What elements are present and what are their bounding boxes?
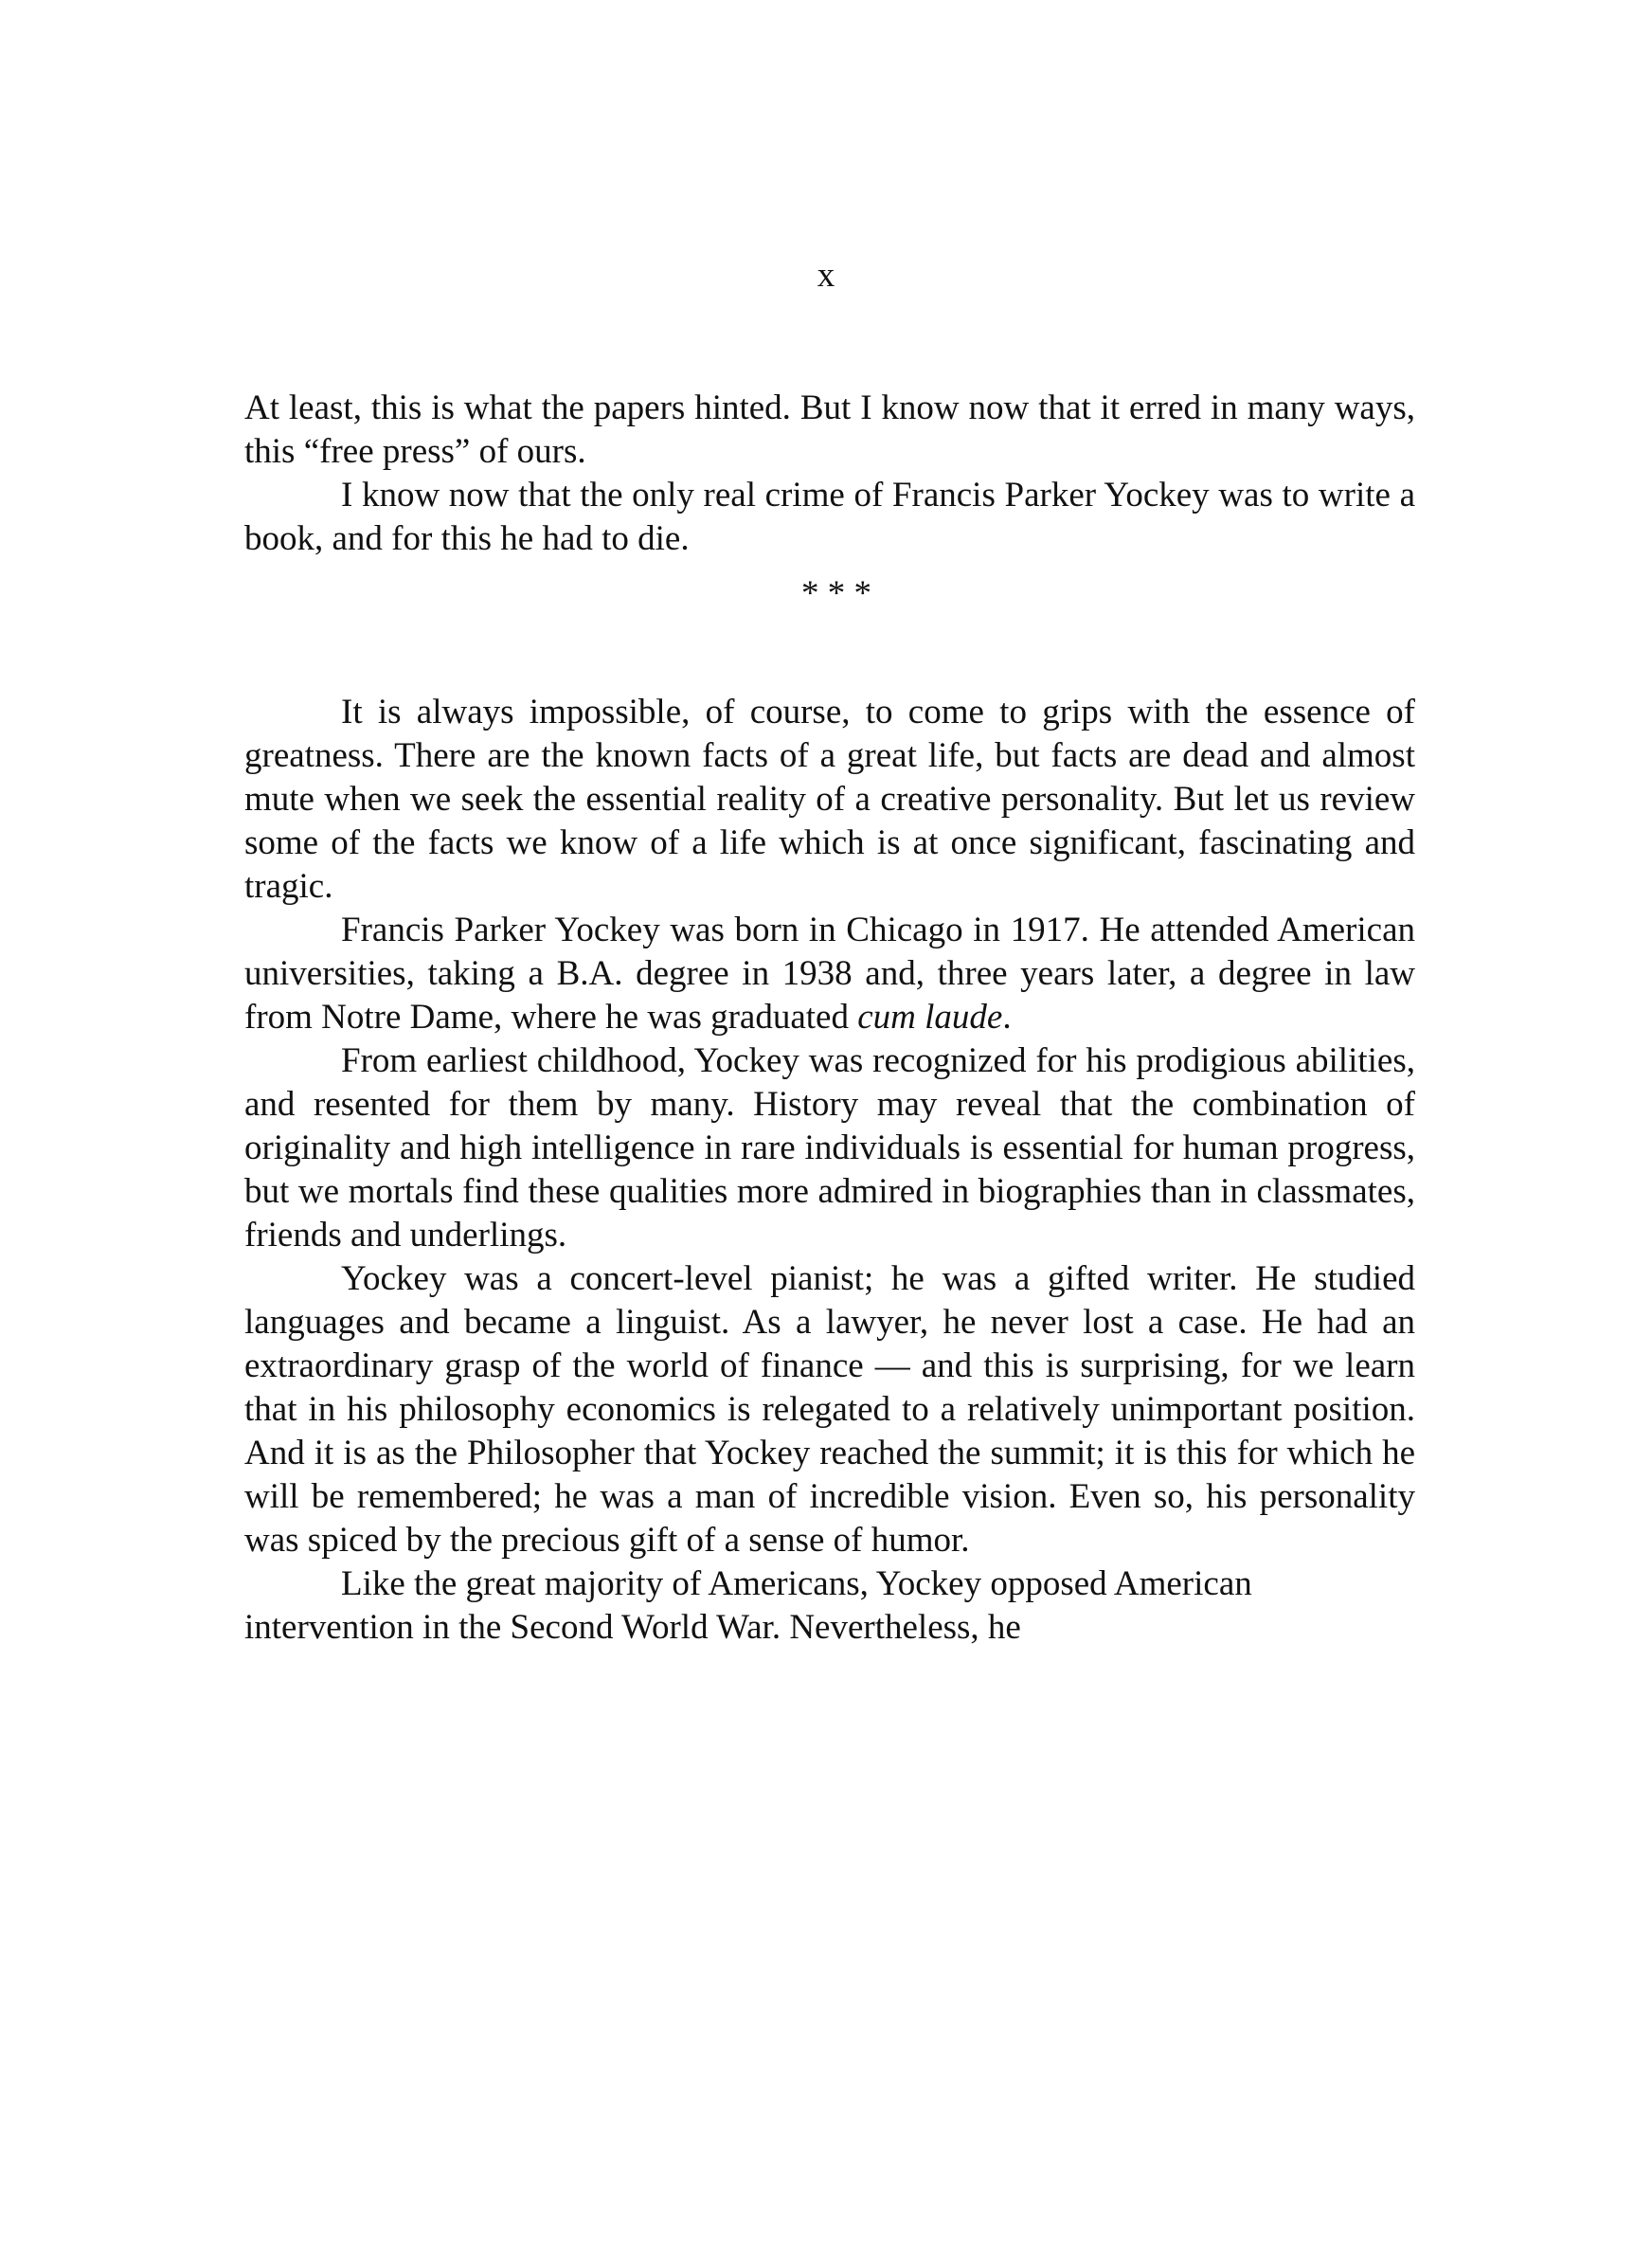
section-separator: * * * (801, 574, 871, 613)
paragraph-earliest-childhood: From earliest childhood, Yockey was recognized for his prodigious abilities, and resented for them by many. History may reveal that the combination of originality and high intelligence in rare individuals is essential for human progress, but we mortals find these qualities more admired in biographies than in classmates, friends and underlings. (244, 1041, 1415, 1255)
birth-text: Francis Parker Yockey was born in Chicago in 1917. He attended American universities, taking a B.A. degree in 1938 and, three years later, a degree in law from Notre Dame, where he was graduated (244, 911, 1415, 1037)
cum-laude-italic: cum laude (857, 998, 1003, 1037)
page-number: x (817, 256, 835, 295)
paragraph-birth-and-education (244, 909, 1415, 1039)
page-body (244, 387, 1415, 1650)
paragraph-essence-of-greatness: It is always impossible, of course, to come to grips with the essence of greatness. There are the known facts of a great life, but facts are dead and almost mute when we seek the essential reality of a creative personality. But let us review some of the facts we know of a life which is at once significant, fascinating and tragic. (244, 693, 1415, 906)
paragraph-only-real-crime: I know now that the only real crime of Francis Parker Yockey was to write a book, and for this he had to die. (244, 476, 1415, 558)
paragraph-concert-pianist: Yockey was a concert-level pianist; he was a gifted writer. He studied languages and became a linguist. As a lawyer, he never lost a case. He had an extraordinary grasp of the world of finance — and this is surprising, for we learn that in his philosophy economics is relegated to a relatively unimportant position. And it is as the Philosopher that Yockey reached the summit; it is this for which he will be remembered; he was a man of incredible vision. Even so, his personality was spiced by the precious gift of a sense of humor. (244, 1259, 1415, 1560)
paragraph-second-world-war: Like the great majority of Americans, Yockey opposed American intervention in the Second World War. Nevertheless, he (244, 1564, 1252, 1647)
paragraph-free-press: At least, this is what the papers hinted. But I know now that it erred in many ways, this “free press” of ours. (244, 388, 1415, 471)
birth-text-end: . (1002, 998, 1012, 1037)
